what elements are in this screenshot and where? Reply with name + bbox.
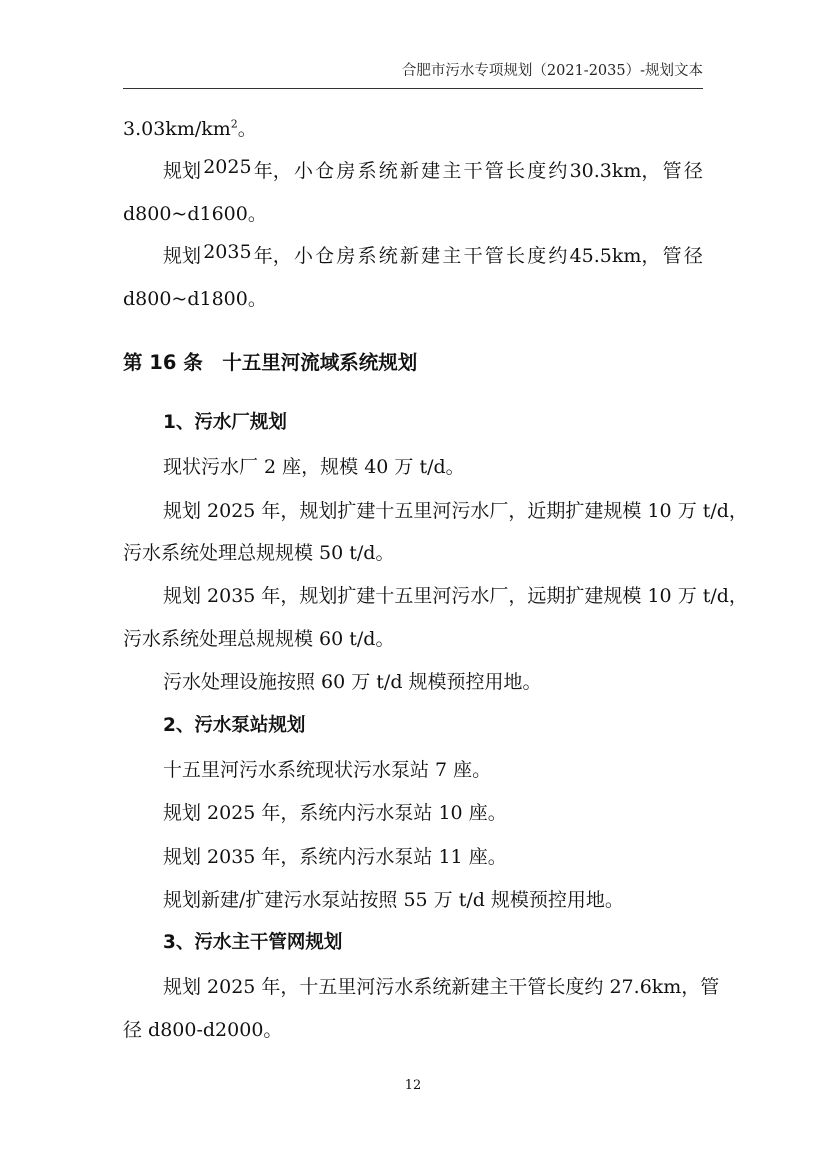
text-segment: 管 — [484, 245, 504, 267]
text-segment: 小 — [293, 245, 313, 267]
text-segment: 2035 — [203, 241, 252, 263]
paragraph: 规划 2025 年，规划扩建十五里河污水厂，近期扩建规模 10 万 t/d， — [163, 500, 748, 522]
page-number: 12 — [404, 1078, 422, 1093]
paragraph: 径 d800-d2000。 — [123, 1019, 283, 1041]
section-title-pump-station: 2、污水泵站规划 — [163, 715, 306, 736]
text-segment: 规划 — [163, 160, 202, 182]
paragraph: 十五里河污水系统现状污水泵站 7 座。 — [163, 759, 492, 781]
paragraph: 规划 2025 年，系统内污水泵站 10 座。 — [163, 802, 507, 824]
text-segment: 建 — [421, 160, 441, 182]
text-segment: 房 — [336, 160, 356, 182]
text-segment: 干 — [463, 245, 483, 267]
text-segment: 主 — [442, 160, 462, 182]
text-segment: 规划 — [163, 245, 202, 267]
paragraph: 规划 2025 年，十五里河污水系统新建主干管长度约 27.6km，管 — [163, 976, 720, 998]
text-segment: 管 — [662, 245, 682, 267]
text-segment: 统 — [378, 160, 398, 182]
article-title: 第 16 条 十五里河流域系统规划 — [123, 351, 418, 374]
section-title-main-pipe-network: 3、污水主干管网规划 — [163, 932, 343, 953]
page-header: 合肥市污水专项规划（2021-2035）-规划文本 — [401, 63, 703, 79]
text-segment: 径 — [683, 245, 703, 267]
text-segment: 长 — [505, 160, 525, 182]
text-segment: 小 — [293, 160, 313, 182]
text-segment: 统 — [378, 245, 398, 267]
header-divider — [123, 88, 703, 89]
text-segment: 管 — [484, 160, 504, 182]
text-segment: 房 — [336, 245, 356, 267]
paragraph: 污水系统处理总规规模 60 t/d。 — [123, 628, 395, 650]
paragraph-continuation: $3.03km/km^2$。 — [123, 117, 257, 140]
text-segment: 30.3km， — [569, 160, 661, 182]
paragraph: 规划新建/扩建污水泵站按照 55 万 t/d 规模预控用地。 — [163, 889, 624, 911]
text-segment: 约 — [548, 160, 568, 182]
section-title-treatment-plant: 1、污水厂规划 — [163, 412, 287, 433]
paragraph: 规划 2035 年，系统内污水泵站 11 座。 — [163, 846, 507, 868]
text-segment: 度 — [527, 245, 547, 267]
text-segment: 度 — [527, 160, 547, 182]
text-segment: 新 — [399, 160, 419, 182]
paragraph: 规划 2035 年，规划扩建十五里河污水厂，远期扩建规模 10 万 t/d， — [163, 585, 748, 607]
text-segment: 2025 — [203, 156, 252, 178]
text-segment: 长 — [505, 245, 525, 267]
text-segment: 干 — [463, 160, 483, 182]
paragraph-2035-line1 — [163, 241, 703, 268]
text-segment: 径 — [683, 160, 703, 182]
paragraph: 现状污水厂 2 座，规模 40 万 t/d。 — [163, 456, 465, 478]
text-segment: 主 — [442, 245, 462, 267]
paragraph-2025-line1 — [163, 156, 703, 183]
text-segment: 约 — [548, 245, 568, 267]
text-segment: 系 — [357, 245, 377, 267]
text-segment: 管 — [662, 160, 682, 182]
paragraph-2035-line2: d800~d1800。 — [123, 288, 267, 310]
text-segment: 仓 — [315, 160, 335, 182]
text-segment: 45.5km， — [569, 245, 661, 267]
text-segment: 年， — [253, 160, 292, 182]
text-segment: 仓 — [315, 245, 335, 267]
text-segment: 新 — [399, 245, 419, 267]
text-segment: 建 — [421, 245, 441, 267]
text-segment: 系 — [357, 160, 377, 182]
paragraph: 污水处理设施按照 60 万 t/d 规模预控用地。 — [163, 671, 542, 693]
text-segment: 年， — [253, 245, 292, 267]
paragraph: 污水系统处理总规规模 50 t/d。 — [123, 542, 395, 564]
paragraph-2025-line2: d800~d1600。 — [123, 203, 267, 225]
